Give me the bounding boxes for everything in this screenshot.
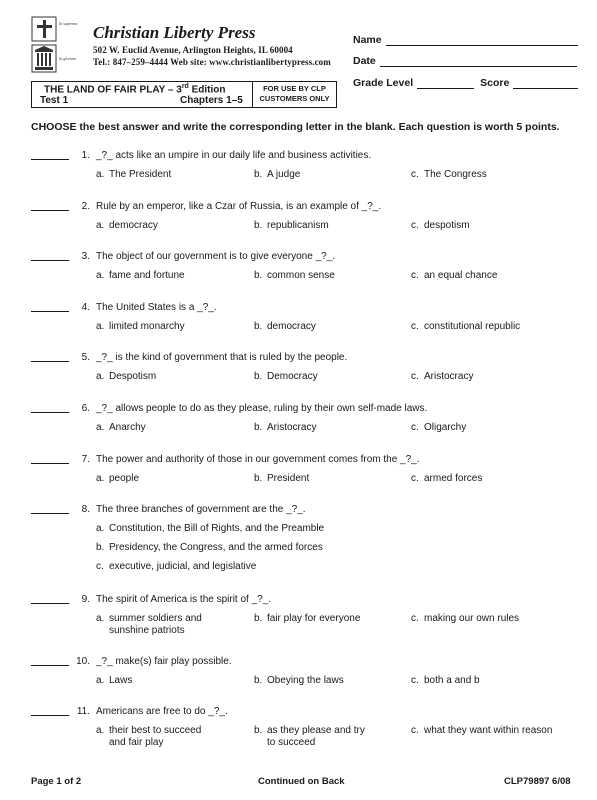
option-text: constitutional republic (424, 321, 521, 332)
option-text-block (109, 523, 324, 535)
question-number: 6. (81, 403, 90, 414)
option-text: both a and b (424, 675, 480, 686)
option-text: making our own rules (424, 613, 520, 624)
press-address: 502 W. Euclid Avenue, Arlington Heights, IL 60004 (93, 45, 293, 55)
question-text: The United States is a _?_. (96, 302, 217, 313)
option-text-block (109, 542, 323, 554)
question-text: Rule by an emperor, like a Czar of Russia, is an example of _?_. (96, 201, 382, 212)
question-text: The object of our government is to give everyone _?_. (96, 251, 336, 262)
option-text: Presidency, the Congress, and the armed forces (109, 542, 323, 553)
option-text: summer soldiers and (109, 613, 202, 624)
test-title-left (32, 82, 252, 107)
question-text: Americans are free to do _?_. (96, 706, 228, 717)
option-text-block (267, 422, 316, 434)
option-letter: c. (411, 675, 419, 686)
question-number: 10. (76, 656, 90, 667)
option-text-block (267, 169, 300, 181)
chapters-label: Chapters 1–5 (180, 95, 243, 106)
answer-option (96, 422, 146, 434)
option-text-block (424, 371, 473, 383)
option-text: fame and fortune (109, 270, 185, 281)
clp-customers-note: FOR USE BY CLP CUSTOMERS ONLY (252, 82, 336, 107)
option-text-block (424, 169, 487, 181)
grade-field[interactable] (417, 78, 474, 89)
question-number: 8. (81, 504, 90, 515)
date-field[interactable] (380, 56, 577, 67)
option-text: an equal chance (424, 270, 498, 281)
option-text-block (424, 613, 519, 625)
option-letter: b. (254, 675, 263, 686)
option-text-block (267, 270, 335, 282)
option-letter: b. (254, 169, 263, 180)
option-text-block (109, 725, 201, 749)
answer-option (411, 473, 482, 485)
svg-text:lit gloriam: lit gloriam (59, 56, 77, 61)
name-field-row (353, 34, 578, 46)
option-text: President (267, 473, 310, 484)
option-text: Anarchy (109, 422, 146, 433)
option-text: republicanism (267, 220, 329, 231)
answer-option (411, 675, 480, 687)
option-letter: a. (96, 675, 105, 686)
answer-blank[interactable] (31, 603, 69, 604)
answer-option (96, 270, 185, 282)
option-letter: a. (96, 725, 105, 736)
option-letter: b. (254, 473, 263, 484)
option-letter: c. (411, 613, 419, 624)
question-number: 7. (81, 454, 90, 465)
answer-option (411, 169, 487, 181)
question-text: _?_ make(s) fair play possible. (96, 656, 232, 667)
answer-option (96, 371, 156, 383)
test-title-box (31, 81, 337, 108)
answer-option (96, 473, 139, 485)
answer-option (96, 725, 201, 749)
option-text-block (424, 725, 552, 737)
option-text: A judge (267, 169, 301, 180)
continued-note: Continued on Back (258, 776, 345, 787)
date-label: Date (353, 55, 376, 67)
option-text: despotism (424, 220, 470, 231)
option-letter: a. (96, 473, 105, 484)
option-text-block (267, 613, 360, 625)
option-text: common sense (267, 270, 335, 281)
option-text-block (267, 675, 344, 687)
score-field[interactable] (513, 78, 578, 89)
answer-blank[interactable] (31, 210, 69, 211)
answer-option (254, 473, 309, 485)
answer-option (96, 321, 185, 333)
option-letter: c. (411, 422, 419, 433)
option-text: executive, judicial, and legislative (109, 561, 257, 572)
answer-option (254, 725, 365, 749)
question-text: The three branches of government are the _?_. (96, 504, 306, 515)
answer-blank[interactable] (31, 513, 69, 514)
question-text: The power and authority of those in our government comes from the _?_. (96, 454, 420, 465)
option-letter: b. (254, 220, 263, 231)
answer-option (411, 220, 470, 232)
question-number: 11. (76, 706, 90, 717)
option-text-block (424, 321, 520, 333)
answer-blank[interactable] (31, 159, 69, 160)
document-code: CLP79897 6/08 (504, 776, 571, 787)
question-number: 3. (81, 251, 90, 262)
grade-score-row (353, 77, 578, 89)
option-letter: b. (254, 422, 263, 433)
option-letter: b. (254, 371, 263, 382)
option-text: as they please and try (267, 725, 365, 736)
christian-liberty-press-logo (31, 16, 87, 74)
answer-option (96, 675, 132, 687)
answer-blank[interactable] (31, 412, 69, 413)
option-letter: c. (411, 473, 419, 484)
option-text: people (109, 473, 140, 484)
question-number: 4. (81, 302, 90, 313)
answer-option (96, 561, 256, 573)
option-letter: a. (96, 220, 105, 231)
option-letter: a. (96, 523, 105, 534)
option-text-block (424, 220, 470, 232)
answer-option (254, 321, 316, 333)
option-text-block (267, 473, 309, 485)
option-text-block (109, 422, 146, 434)
option-text: fair play for everyone (267, 613, 361, 624)
option-text: Obeying the laws (267, 675, 344, 686)
question-number: 9. (81, 594, 90, 605)
press-name: Christian Liberty Press (93, 23, 256, 42)
answer-option (254, 613, 360, 625)
option-letter: b. (254, 613, 263, 624)
answer-blank[interactable] (31, 361, 69, 362)
option-text-block (424, 270, 497, 282)
option-text: Despotism (109, 371, 157, 382)
option-text-block (424, 473, 482, 485)
option-text-block (109, 675, 132, 687)
option-letter: a. (96, 321, 105, 332)
page-number: Page 1 of 2 (31, 776, 82, 787)
test-label: Test 1 (40, 95, 69, 106)
option-text: armed forces (424, 473, 483, 484)
option-letter: a. (96, 613, 105, 624)
option-letter: a. (96, 371, 105, 382)
question-number: 1. (81, 150, 90, 161)
answer-option (411, 422, 466, 434)
option-text-block (267, 725, 365, 749)
option-text: what they want within reason (424, 725, 553, 736)
answer-blank[interactable] (31, 311, 69, 312)
question-text: The spirit of America is the spirit of _?_. (96, 594, 272, 605)
option-letter: c. (411, 169, 419, 180)
option-text-block (267, 220, 329, 232)
answer-blank[interactable] (31, 260, 69, 261)
svg-text:lit suprema: lit suprema (59, 21, 77, 26)
answer-option (96, 523, 324, 535)
option-text-block (424, 675, 480, 687)
option-letter: c. (96, 561, 104, 572)
instructions: CHOOSE the best answer and write the corresponding letter in the blank. Each question is worth 5 points. (31, 121, 560, 133)
option-text-block (267, 321, 316, 333)
option-letter: a. (96, 270, 105, 281)
option-text: Constitution, the Bill of Rights, and the Preamble (109, 523, 325, 534)
option-text-block (109, 371, 156, 383)
option-text-block (267, 371, 318, 383)
option-text: Democracy (267, 371, 318, 382)
question-number: 2. (81, 201, 90, 212)
option-letter: c. (411, 725, 419, 736)
option-text: Aristocracy (267, 422, 317, 433)
answer-blank[interactable] (31, 665, 69, 666)
answer-option (254, 270, 335, 282)
option-letter: b. (96, 542, 105, 553)
answer-option (96, 542, 323, 554)
option-text: limited monarchy (109, 321, 185, 332)
score-label: Score (480, 77, 510, 89)
option-text-block (109, 321, 185, 333)
press-contact: Tel.: 847–259–4444 Web site: www.christianlibertypress.com (93, 57, 331, 67)
answer-option (254, 371, 318, 383)
question-number: 5. (81, 352, 90, 363)
answer-option (411, 321, 520, 333)
option-letter: c. (411, 371, 419, 382)
option-text-continued: to succeed (267, 737, 316, 748)
option-letter: b. (254, 725, 263, 736)
option-text-continued: and fair play (109, 737, 164, 748)
question-text: _?_ acts like an umpire in our daily life and business activities. (96, 150, 372, 161)
answer-option (96, 220, 158, 232)
answer-option (411, 371, 473, 383)
answer-option (254, 169, 300, 181)
answer-option (411, 725, 552, 737)
answer-option (96, 169, 171, 181)
name-label: Name (353, 34, 382, 46)
answer-option (411, 270, 497, 282)
option-letter: a. (96, 422, 105, 433)
question-text: _?_ is the kind of government that is ruled by the people. (96, 352, 348, 363)
option-text-block (109, 473, 139, 485)
answer-blank[interactable] (31, 715, 69, 716)
option-letter: c. (411, 270, 419, 281)
book-title: THE LAND OF FAIR PLAY – 3rd Edition (44, 83, 226, 96)
option-text-block (109, 169, 171, 181)
answer-option (254, 220, 329, 232)
option-text-block (109, 220, 158, 232)
option-text-block (424, 422, 466, 434)
option-letter: c. (411, 321, 419, 332)
option-letter: a. (96, 169, 105, 180)
option-text-block (109, 270, 185, 282)
option-letter: c. (411, 220, 419, 231)
option-text: democracy (267, 321, 316, 332)
answer-blank[interactable] (31, 463, 69, 464)
answer-option (96, 613, 202, 637)
option-text: Laws (109, 675, 133, 686)
option-text-block (109, 561, 256, 573)
answer-option (254, 422, 316, 434)
option-text: The Congress (424, 169, 487, 180)
question-text: _?_ allows people to do as they please, ruling by their own self-made laws. (96, 403, 428, 414)
date-field-row (353, 55, 577, 67)
name-field[interactable] (386, 35, 578, 46)
answer-option (411, 613, 519, 625)
option-text: Oligarchy (424, 422, 467, 433)
option-text: democracy (109, 220, 158, 231)
option-text-continued: sunshine patriots (109, 625, 185, 636)
option-text: The President (109, 169, 172, 180)
option-text-block (109, 613, 202, 637)
option-text: Aristocracy (424, 371, 474, 382)
option-text: their best to succeed (109, 725, 202, 736)
option-letter: b. (254, 321, 263, 332)
answer-option (254, 675, 344, 687)
grade-label: Grade Level (353, 77, 414, 89)
option-letter: b. (254, 270, 263, 281)
